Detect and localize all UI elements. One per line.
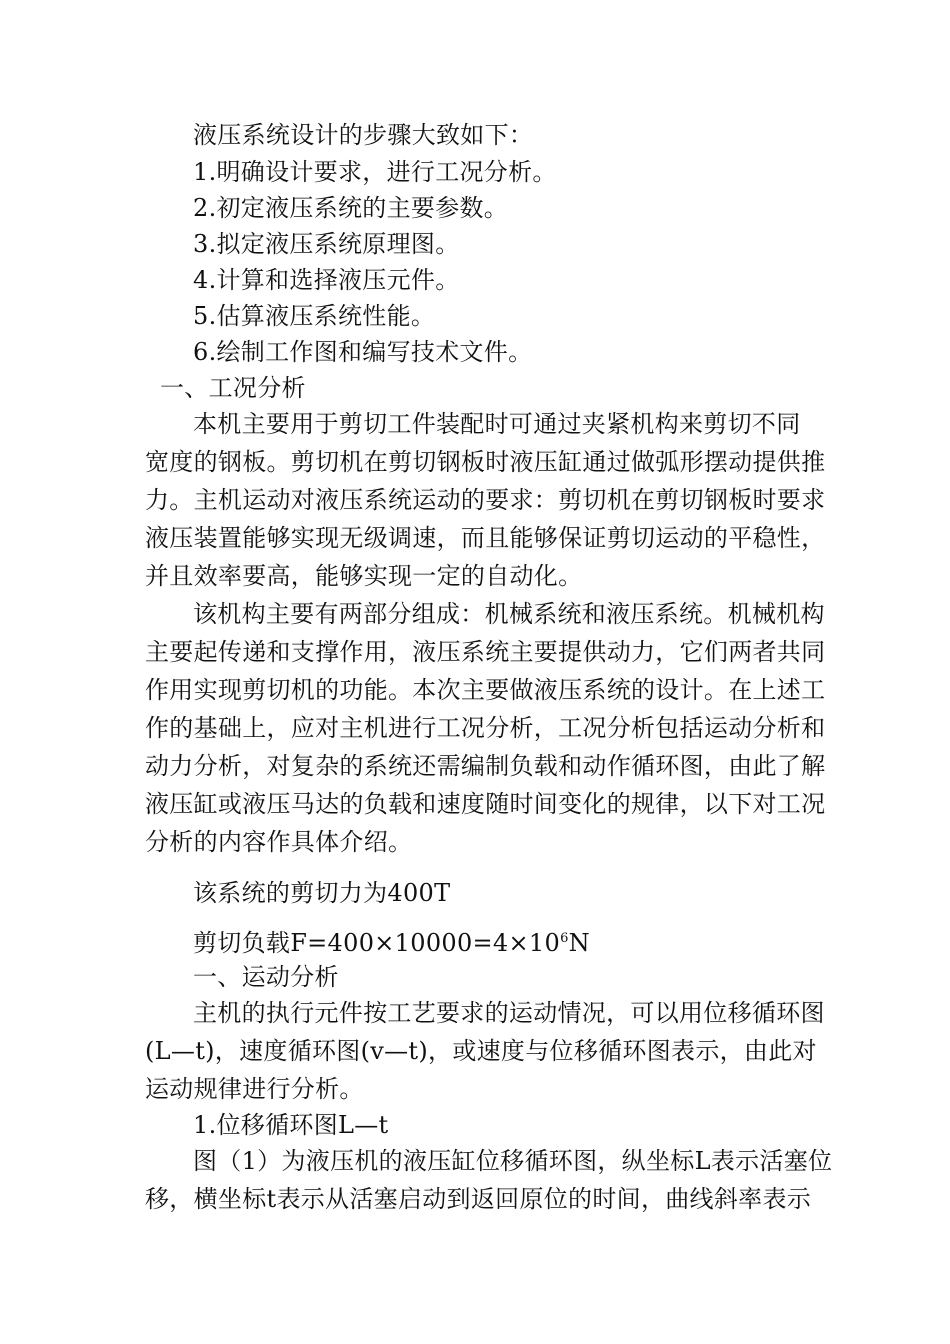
paragraph-line: 液压装置能够实现无级调速，而且能够保证剪切运动的平稳性， bbox=[145, 524, 826, 552]
paragraph-line: 液压缸或液压马达的负载和速度随时间变化的规律，以下对工况 bbox=[145, 790, 826, 818]
paragraph-line: 宽度的钢板。剪切机在剪切钢板时液压缸通过做弧形摆动提供推 bbox=[145, 448, 826, 476]
steps-heading: 液压系统设计的步骤大致如下： bbox=[193, 121, 534, 149]
section-title-motion-analysis: 一、运动分析 bbox=[193, 963, 339, 991]
step-5: 5.估算液压系统性能。 bbox=[193, 302, 436, 330]
step-3: 3.拟定液压系统原理图。 bbox=[193, 230, 460, 258]
paragraph-line: 力。主机运动对液压系统运动的要求：剪切机在剪切钢板时要求 bbox=[145, 486, 826, 514]
shear-load-formula bbox=[193, 928, 590, 958]
shear-force-line: 该系统的剪切力为400T bbox=[193, 879, 451, 907]
paragraph-line: 图（1）为液压机的液压缸位移循环图，纵坐标L表示活塞位 bbox=[193, 1147, 833, 1175]
paragraph-line: 该机构主要有两部分组成：机械系统和液压系统。机械机构 bbox=[193, 600, 825, 628]
paragraph-line: 动力分析，对复杂的系统还需编制负载和动作循环图，由此了解 bbox=[145, 752, 826, 780]
paragraph-line: 移，横坐标t表示从活塞启动到返回原位的时间，曲线斜率表示 bbox=[145, 1185, 812, 1213]
section-title-condition-analysis: 一、工况分析 bbox=[160, 374, 306, 402]
paragraph-line: (L—t)，速度循环图(v—t)，或速度与位移循环图表示，由此对 bbox=[145, 1037, 817, 1065]
paragraph-line: 本机主要用于剪切工件装配时可通过夹紧机构来剪切不同 bbox=[193, 410, 801, 438]
paragraph-line: 作用实现剪切机的功能。本次主要做液压系统的设计。在上述工 bbox=[145, 676, 826, 704]
formula-exponent: 6 bbox=[560, 931, 569, 946]
formula-unit: N bbox=[568, 929, 590, 957]
paragraph-line: 作的基础上，应对主机进行工况分析，工况分析包括运动分析和 bbox=[145, 714, 826, 742]
paragraph-line: 并且效率要高，能够实现一定的自动化。 bbox=[145, 562, 583, 590]
paragraph-line: 主机的执行元件按工艺要求的运动情况，可以用位移循环图 bbox=[193, 999, 825, 1027]
subsection-title: 1.位移循环图L—t bbox=[193, 1111, 389, 1139]
step-6: 6.绘制工作图和编写技术文件。 bbox=[193, 338, 533, 366]
step-4: 4.计算和选择液压元件。 bbox=[193, 266, 460, 294]
step-1: 1.明确设计要求，进行工况分析。 bbox=[193, 158, 557, 186]
step-2: 2.初定液压系统的主要参数。 bbox=[193, 194, 509, 222]
formula-base: 剪切负载F=400×10000=4×10 bbox=[193, 929, 561, 957]
paragraph-line: 分析的内容作具体介绍。 bbox=[145, 828, 413, 856]
paragraph-line: 运动规律进行分析。 bbox=[145, 1075, 364, 1103]
paragraph-line: 主要起传递和支撑作用，液压系统主要提供动力，它们两者共同 bbox=[145, 638, 826, 666]
